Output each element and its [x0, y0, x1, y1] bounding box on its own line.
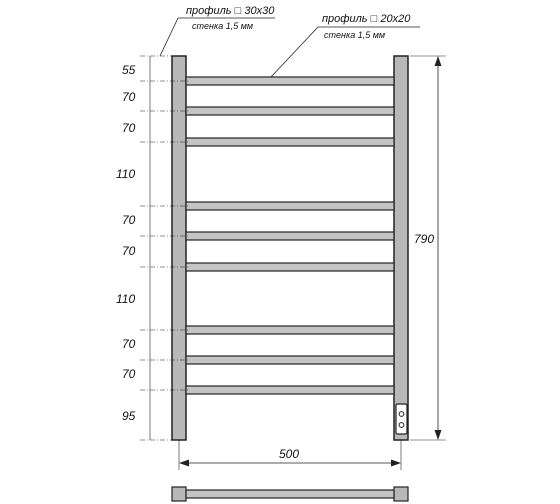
height-dimension: [410, 56, 446, 440]
profile-30-label: профиль □ 30x30: [186, 5, 275, 17]
connector-box: [396, 404, 407, 434]
profile-20-label: профиль □ 20x20: [322, 13, 411, 25]
connector-pin-2: [399, 423, 404, 428]
rungs: [186, 77, 394, 394]
rung-6: [186, 263, 394, 271]
rung-7: [186, 326, 394, 334]
width-arrow-left: [179, 460, 189, 467]
rung-9: [186, 386, 394, 394]
dim-seg-10: 95: [122, 409, 136, 423]
left-pipe: [172, 56, 186, 440]
dim-seg-2: 70: [122, 90, 136, 104]
top-view-rung: [186, 490, 394, 498]
width-value: 500: [279, 447, 300, 461]
rung-3: [186, 138, 394, 146]
right-pipe: [394, 56, 408, 440]
rung-8: [186, 356, 394, 364]
wall-20-label: стенка 1,5 мм: [324, 30, 386, 40]
top-view-left-post: [172, 487, 186, 501]
width-arrow-right: [391, 460, 401, 467]
height-value: 790: [414, 232, 435, 246]
dim-seg-4: 110: [116, 167, 136, 181]
height-arrow-bottom: [435, 430, 442, 440]
dim-seg-9: 70: [122, 367, 136, 381]
profile-30-leader: [160, 18, 178, 56]
dim-seg-3: 70: [122, 121, 136, 135]
wall-30-label: стенка 1,5 мм: [192, 21, 254, 31]
connector-pin-1: [399, 412, 404, 417]
rung-1: [186, 77, 394, 85]
rung-4: [186, 202, 394, 210]
profile-20-leader: [270, 27, 318, 78]
height-arrow-top: [435, 56, 442, 66]
dim-seg-5: 70: [122, 213, 136, 227]
width-dimension: [179, 440, 401, 470]
rung-5: [186, 232, 394, 240]
dim-seg-1: 55: [122, 63, 136, 77]
dim-seg-8: 70: [122, 337, 136, 351]
top-view-right-post: [394, 487, 408, 501]
top-view: [172, 487, 408, 501]
dim-seg-7: 110: [116, 292, 136, 306]
dim-seg-6: 70: [122, 244, 136, 258]
rung-2: [186, 107, 394, 115]
